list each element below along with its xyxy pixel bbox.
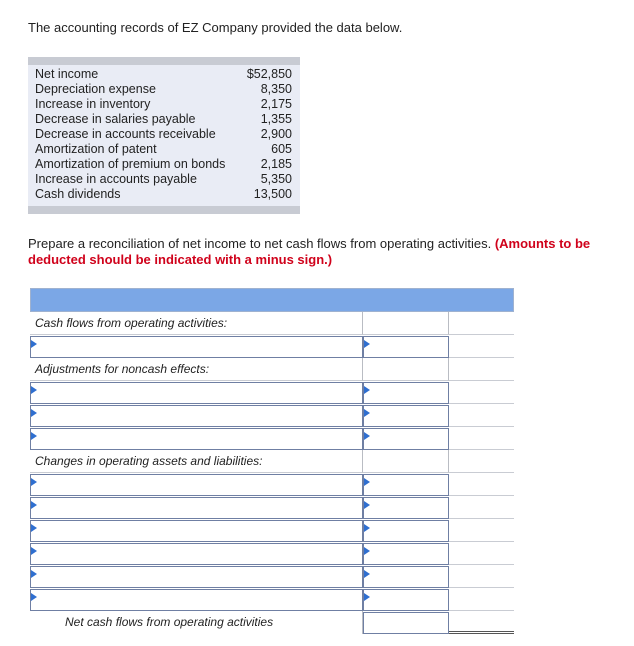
description-field[interactable] xyxy=(31,567,362,587)
description-field[interactable] xyxy=(31,498,362,518)
amount-field[interactable] xyxy=(364,590,448,610)
description-input[interactable] xyxy=(30,405,363,427)
amount-input[interactable] xyxy=(363,589,449,611)
empty-cell xyxy=(449,542,514,565)
section-row xyxy=(30,358,514,381)
entry-row xyxy=(30,519,514,542)
given-label: Amortization of patent xyxy=(35,142,157,156)
description-input[interactable] xyxy=(30,520,363,542)
entry-row xyxy=(30,542,514,565)
description-input[interactable] xyxy=(30,543,363,565)
empty-cell xyxy=(363,450,449,473)
total-input[interactable] xyxy=(363,612,449,634)
dropdown-arrow-icon xyxy=(364,547,370,555)
entry-row xyxy=(30,381,514,404)
section-noncash-label: Adjustments for noncash effects: xyxy=(30,358,363,381)
description-field[interactable] xyxy=(31,475,362,495)
given-label: Increase in accounts payable xyxy=(35,172,197,186)
amount-input[interactable] xyxy=(363,566,449,588)
total-field[interactable] xyxy=(364,613,448,633)
given-value: $52,850 xyxy=(246,67,292,81)
amount-input[interactable] xyxy=(363,336,449,358)
empty-cell xyxy=(449,588,514,611)
description-input[interactable] xyxy=(30,589,363,611)
section-row xyxy=(30,312,514,335)
description-input[interactable] xyxy=(30,336,363,358)
dropdown-arrow-icon xyxy=(31,340,37,348)
empty-cell xyxy=(449,312,514,335)
entry-row xyxy=(30,427,514,450)
section-row xyxy=(30,450,514,473)
given-label: Cash dividends xyxy=(35,187,121,201)
given-value: 605 xyxy=(271,142,292,156)
description-input[interactable] xyxy=(30,497,363,519)
dropdown-arrow-icon xyxy=(31,432,37,440)
amount-field[interactable] xyxy=(364,337,448,357)
entry-row xyxy=(30,496,514,519)
amount-field[interactable] xyxy=(364,544,448,564)
given-label: Increase in inventory xyxy=(35,97,151,111)
worksheet-header xyxy=(30,288,514,312)
dropdown-arrow-icon xyxy=(31,501,37,509)
given-label: Net income xyxy=(35,67,99,81)
total-underline xyxy=(449,611,514,634)
given-row xyxy=(35,142,292,157)
description-input[interactable] xyxy=(30,566,363,588)
given-label: Amortization of premium on bonds xyxy=(35,157,226,171)
empty-cell xyxy=(363,358,449,381)
empty-cell xyxy=(363,312,449,335)
given-label: Decrease in accounts receivable xyxy=(35,127,216,141)
amount-field[interactable] xyxy=(364,567,448,587)
given-value: 2,175 xyxy=(260,97,292,111)
amount-input[interactable] xyxy=(363,428,449,450)
dropdown-arrow-icon xyxy=(31,524,37,532)
given-value: 2,185 xyxy=(260,157,292,171)
given-row xyxy=(35,172,292,187)
dropdown-arrow-icon xyxy=(31,547,37,555)
dropdown-arrow-icon xyxy=(31,478,37,486)
total-label: Net cash flows from operating activities xyxy=(30,611,363,634)
amount-field[interactable] xyxy=(364,498,448,518)
dropdown-arrow-icon xyxy=(31,386,37,394)
entry-row xyxy=(30,588,514,611)
amount-input[interactable] xyxy=(363,474,449,496)
dropdown-arrow-icon xyxy=(31,409,37,417)
given-data-table xyxy=(28,57,300,214)
dropdown-arrow-icon xyxy=(31,593,37,601)
dropdown-arrow-icon xyxy=(364,570,370,578)
empty-cell xyxy=(449,335,514,358)
empty-cell xyxy=(449,427,514,450)
amount-input[interactable] xyxy=(363,405,449,427)
section-changes-label: Changes in operating assets and liabilities: xyxy=(30,450,363,473)
dropdown-arrow-icon xyxy=(364,386,370,394)
given-row xyxy=(35,82,292,97)
total-row xyxy=(30,611,514,634)
given-value: 5,350 xyxy=(260,172,292,186)
given-value: 13,500 xyxy=(253,187,292,201)
instructions-note: (Amounts to be deducted should be indicated with a minus sign.) xyxy=(28,236,591,267)
amount-field[interactable] xyxy=(364,521,448,541)
given-label: Decrease in salaries payable xyxy=(35,112,196,126)
section-operating-label: Cash flows from operating activities: xyxy=(30,312,363,335)
description-field[interactable] xyxy=(31,521,362,541)
given-label: Depreciation expense xyxy=(35,82,156,96)
empty-cell xyxy=(449,565,514,588)
dropdown-arrow-icon xyxy=(364,409,370,417)
entry-row xyxy=(30,335,514,358)
dropdown-arrow-icon xyxy=(364,432,370,440)
amount-input[interactable] xyxy=(363,497,449,519)
empty-cell xyxy=(449,496,514,519)
reconciliation-worksheet xyxy=(30,288,514,636)
description-input[interactable] xyxy=(30,382,363,404)
description-field[interactable] xyxy=(31,337,362,357)
entry-row xyxy=(30,404,514,427)
empty-cell xyxy=(449,404,514,427)
amount-input[interactable] xyxy=(363,543,449,565)
given-row xyxy=(35,67,292,82)
dropdown-arrow-icon xyxy=(364,524,370,532)
empty-cell xyxy=(449,473,514,496)
amount-field[interactable] xyxy=(364,475,448,495)
description-field[interactable] xyxy=(31,590,362,610)
dropdown-arrow-icon xyxy=(364,593,370,601)
empty-cell xyxy=(449,381,514,404)
instructions-text: Prepare a reconciliation of net income to net cash flows from operating activities. xyxy=(28,236,492,251)
amount-field[interactable] xyxy=(364,429,448,449)
amount-input[interactable] xyxy=(363,382,449,404)
dropdown-arrow-icon xyxy=(31,570,37,578)
given-row xyxy=(35,97,292,112)
amount-field[interactable] xyxy=(364,383,448,403)
entry-row xyxy=(30,565,514,588)
description-field[interactable] xyxy=(31,429,362,449)
entry-row xyxy=(30,473,514,496)
given-row xyxy=(35,127,292,142)
given-value: 8,350 xyxy=(260,82,292,96)
instructions xyxy=(28,236,608,268)
description-field[interactable] xyxy=(31,383,362,403)
description-input[interactable] xyxy=(30,474,363,496)
given-value: 1,355 xyxy=(260,112,292,126)
empty-cell xyxy=(449,450,514,473)
given-value: 2,900 xyxy=(260,127,292,141)
amount-input[interactable] xyxy=(363,520,449,542)
description-input[interactable] xyxy=(30,428,363,450)
description-field[interactable] xyxy=(31,544,362,564)
given-row xyxy=(35,112,292,127)
dropdown-arrow-icon xyxy=(364,501,370,509)
empty-cell xyxy=(449,519,514,542)
dropdown-arrow-icon xyxy=(364,478,370,486)
given-row xyxy=(35,187,292,202)
dropdown-arrow-icon xyxy=(364,340,370,348)
problem-intro: The accounting records of EZ Company provided the data below. xyxy=(28,20,403,35)
empty-cell xyxy=(449,358,514,381)
description-field[interactable] xyxy=(31,406,362,426)
given-row xyxy=(35,157,292,172)
amount-field[interactable] xyxy=(364,406,448,426)
